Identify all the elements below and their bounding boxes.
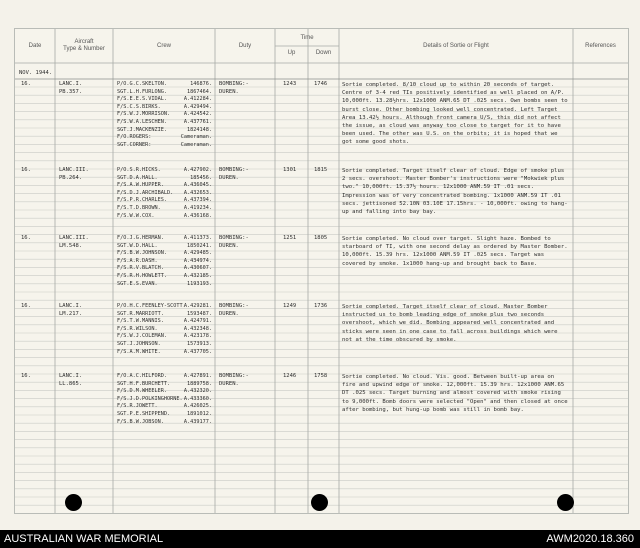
crew-name: SGT.P.E.SHIPPEND. [117, 411, 171, 417]
sortie-date: 16. [21, 167, 31, 173]
crew-name: F/O.A.C.HILFORD. [117, 373, 167, 379]
crew-name: F/S.A.R.DASH. [117, 257, 158, 264]
crew-name: F/S.D.J.ARCHIBALD. [117, 189, 174, 196]
crew-name: P/O.G.C.SKELTON. [117, 81, 167, 87]
crew-name: F/S.B.W.JOHNSON. [117, 250, 167, 257]
crew-service-number: A.419234. [183, 205, 212, 211]
crew-service-number: A.424542. [183, 111, 212, 118]
crew-name: F/S.R.H.HOWLETT. [117, 273, 167, 279]
crew-name: F/S.A.W.HUPPER. [117, 182, 164, 189]
time-up: 1301 [283, 167, 297, 173]
crew-name: P/O.H.C.FEENLEY-SCOTT. [117, 303, 186, 309]
crew-service-number: 185456. [190, 174, 212, 181]
sortie-aircraft: LANC.I. LM.217. [59, 303, 83, 317]
crew-name: F/S.A.M.WHITE. [117, 348, 161, 355]
sortie-details: Sortie completed. No cloud. Vis. good. Between built-up area on fire and upwind edge of smoke. 12,000ft. 15.39 hrs. 12x1000 ANM.65 DT .025 secs. Target burning and almost covered with smoke rising to 9,000ft. Bomb doors were selected "Open" and then closed at once after bombing, but hung-up bomb was still in bomb bay. [342, 374, 568, 413]
crew-name: F/O.J.G.HERMAN. [117, 235, 164, 241]
crew-service-number: A.412284. [183, 96, 212, 103]
crew-service-number: 1867464. [187, 88, 212, 95]
crew-service-number: A.411373. [183, 235, 212, 241]
sortie-duty: BOMBING:- DUREN. [219, 373, 249, 387]
crew-service-number: A.430607. [183, 265, 212, 272]
time-down: 1746 [314, 81, 328, 87]
footer-institution: AUSTRALIAN WAR MEMORIAL [4, 533, 164, 545]
crew-service-number: A.426025. [183, 403, 212, 410]
crew-service-number: A.427891. [183, 373, 212, 379]
crew-service-number: Cameraman. [180, 134, 212, 141]
header-aircraft: Aircraft Type & Number [63, 39, 105, 52]
crew-name: F/S.W.A.LESCHEN. [117, 119, 167, 125]
header-time-up: Up [287, 50, 296, 56]
sortie-duty: BOMBING:- DUREN. [219, 303, 249, 317]
crew-name: SGT.W.D.HALL. [117, 242, 158, 249]
crew-name: SGT.L.H.FURLONG. [117, 88, 167, 95]
crew-service-number: A.437761. [183, 119, 212, 125]
crew-service-number: A.434974. [183, 257, 212, 264]
crew-name: F/S.E.E.S.VIDAL. [117, 96, 167, 103]
time-down: 1815 [314, 167, 328, 173]
time-down: 1736 [314, 303, 328, 309]
crew-service-number: 1824148. [187, 126, 212, 133]
header-crew: Crew [156, 43, 171, 49]
header-time-down: Down [315, 50, 332, 56]
crew-service-number: 1889758. [187, 380, 212, 387]
crew-name: F/S.R.JOWETT. [117, 403, 158, 410]
crew-service-number: A.432185. [183, 273, 212, 279]
crew-service-number: A.427902. [183, 167, 212, 173]
crew-name: F/S.D.M.WHEELER. [117, 388, 167, 395]
crew-service-number: 1573913. [187, 341, 212, 347]
crew-service-number: A.433360. [183, 395, 212, 402]
time-up: 1246 [283, 373, 297, 379]
crew-name: F/O.ROGERS: [117, 134, 152, 141]
month-label: NOV. 1944. [19, 70, 53, 76]
sortie-duty: BOMBING:- DUREN. [219, 167, 249, 181]
crew-service-number: A.424791. [183, 318, 212, 325]
crew-name: F/S.R.WILSON. [117, 325, 158, 332]
crew-service-number: A.432348. [183, 325, 212, 332]
sortie-details: Sortie completed. Target itself clear of cloud. Edge of smoke plus 2 secs. overshoot. Master Bomber's instructions were "Mokwiek plus two." 10,000ft. 15.37½ hours. 12x1000 ANM.59 IT .01 secs. Impression was of very concentrated bombing. 1x1000 ANM.59 IT .01 secs. jettisoned 52.10N 03.10E 17.15hrs. - 10,000ft. owing to hang-up and falling into bay bay. [342, 168, 568, 216]
sortie-date: 16. [21, 373, 31, 379]
time-up: 1251 [283, 235, 297, 241]
crew-name: F/S.T.D.BROWN. [117, 205, 161, 211]
crew-service-number: 1891012. [187, 411, 212, 417]
crew-name: F/S.P.R.CHARLES. [117, 197, 167, 204]
crew-service-number: A.429485. [183, 250, 212, 257]
crew-service-number: A.429281. [183, 303, 212, 309]
crew-name: F/S.T.W.MANNIS. [117, 318, 164, 325]
crew-name: F/S.J.D.POLKINGHORNE. [117, 395, 183, 402]
time-up: 1249 [283, 303, 297, 309]
header-date: Date [28, 43, 42, 49]
crew-name: SGT.D.A.HALL. [117, 174, 158, 181]
sortie-duty: BOMBING:- DUREN. [219, 235, 249, 249]
crew-service-number: A.423178. [183, 333, 212, 340]
crew-name: F/S.B.W.JOBSON. [117, 418, 164, 425]
sortie-details: Sortie completed. 8/10 cloud up to within 20 seconds of target. Centre of 3-4 red TIs positively identified as well placed on A/P. 10,000ft. 13.28½hrs. 12x1000 ANM.65 DT .025 secs. Own bombs seen to burst close. Other bombing looked well concentrated. Left Target Area 13.42½ hours. Although front camera U/S, this did not affect the issue, as cloud was anyway too close to target for it to have been used. The other was U.S. on the orbits; it is hoped that we got some good shots. [342, 82, 568, 146]
sortie-details: Sortie completed. Target itself clear of cloud. Master Bomber instructed us to bomb leading edge of smoke plus two seconds overshoot, which we did. Bombing appeared well concentrated and sticks were seen in one case to fall across buildings which were not at the time obscured by smoke. [342, 304, 558, 343]
crew-name: F/S.W.J.MORRISON. [117, 111, 171, 118]
crew-name: SGT.J.MACKENZIE. [117, 126, 167, 133]
crew-service-number: A.437705. [183, 348, 212, 355]
crew-service-number: Cameraman. [180, 141, 212, 148]
sortie-date: 16. [21, 81, 31, 87]
crew-name: SGT.E.S.EVAN. [117, 280, 158, 287]
time-down: 1805 [314, 235, 328, 241]
sortie-date: 16. [21, 303, 31, 309]
crew-name: P/O.S.R.HICKS. [117, 167, 161, 173]
crew-service-number: 1850241. [187, 242, 212, 249]
operations-record-sheet [14, 28, 629, 514]
crew-name: SGT.R.MARRIOTT. [117, 310, 164, 317]
footer-bar [0, 530, 640, 548]
crew-name: F/S.R.V.BLATCH. [117, 265, 164, 272]
sortie-duty: BOMBING:- DUREN. [219, 81, 249, 95]
time-down: 1758 [314, 373, 328, 379]
crew-service-number: A.436168. [183, 212, 212, 219]
crew-service-number: A.432320. [183, 388, 212, 395]
sortie-aircraft: LANC.I. PB.357. [59, 81, 83, 95]
crew-service-number: A.436045. [183, 182, 212, 189]
binder-hole-right [557, 494, 574, 511]
crew-service-number: A.439177. [183, 418, 212, 425]
sortie-aircraft: LANC.III. PB.264. [59, 167, 89, 181]
binder-hole-center [311, 494, 328, 511]
sortie-aircraft: LANC.I. LL.865. [59, 373, 83, 387]
crew-service-number: 1193193. [187, 280, 212, 287]
binder-hole-left [65, 494, 82, 511]
crew-name: F/S.W.J.COLEMAN. [117, 333, 167, 340]
header-details: Details of Sortie or Flight [423, 43, 489, 49]
crew-service-number: 1593487. [187, 310, 212, 317]
crew-service-number: A.437394. [183, 197, 212, 204]
sortie-date: 16. [21, 235, 31, 241]
footer-accession-number: AWM2020.18.360 [546, 533, 634, 545]
header-references: References [585, 43, 616, 49]
crew-name: F/S.W.W.COX. [117, 212, 155, 219]
sortie-aircraft: LANC.III. LM.548. [59, 235, 89, 249]
sortie-details: Sortie completed. No cloud over target. Slight haze. Bombed to starboard of TI, with one second delay as ordered by Master Bomber. 10,000ft. 15.39 hrs. 12x1000 ANM.59 IT .025 secs. Target was covered by smoke. 1x1000 hang-up and brought back to Base. [342, 236, 568, 267]
time-up: 1243 [283, 81, 297, 87]
crew-service-number: A.429494. [183, 103, 212, 110]
crew-service-number: 146876. [190, 81, 212, 87]
crew-name: SGT.H.F.BURCHETT. [117, 380, 171, 387]
header-time: Time [300, 35, 314, 41]
crew-name: SGT.J.JOHNSON. [117, 341, 161, 347]
crew-name: SGT.CORNER: [117, 141, 152, 148]
header-duty: Duty [238, 43, 252, 49]
crew-service-number: A.432653. [183, 189, 212, 196]
crew-name: F/S.C.S.BIRKS. [117, 103, 161, 110]
